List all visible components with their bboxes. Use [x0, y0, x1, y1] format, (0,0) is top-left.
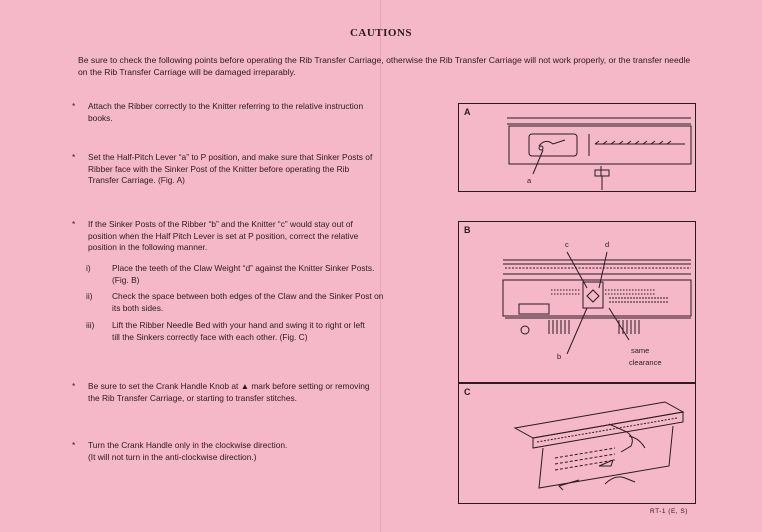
bullet-star: * [72, 219, 76, 229]
sub-line: Place the teeth of the Claw Weight “d” against the Knitter Sinker Posts. [112, 263, 375, 273]
item-line: Transfer Carriage. (Fig. A) [88, 175, 185, 185]
note-same: same [631, 346, 650, 355]
bullet-star: * [72, 440, 76, 450]
bullet-star: * [72, 381, 76, 391]
sub-number: iii) [86, 320, 95, 330]
sub-line: Check the space between both edges of the Claw and the Sinker Post on [112, 291, 384, 301]
figure-c [458, 383, 696, 504]
item-line: (It will not turn in the anti-clockwise direction.) [88, 451, 257, 462]
sub-line: Lift the Ribber Needle Bed with your hand and swing it to right or left [112, 320, 365, 330]
note-clearance: clearance [629, 358, 662, 367]
figure-label: A [464, 107, 471, 117]
figure-a [458, 103, 696, 192]
sub-number: i) [86, 263, 91, 273]
item-line: Attach the Ribber correctly to the Knitter referring to the relative instruction [88, 101, 364, 111]
page-footer-code: RT-1 (E, S) [650, 508, 688, 515]
bullet-star: * [72, 101, 76, 111]
item-line: Turn the Crank Handle only in the clockwise direction. [88, 440, 288, 450]
callout-d: d [605, 240, 610, 249]
sub-line: till the Sinkers correctly face with each other. (Fig. C) [112, 331, 308, 342]
figure-a-illustration [459, 104, 695, 191]
callout-c: c [565, 240, 569, 249]
bullet-star: * [72, 152, 76, 162]
figure-c-illustration [459, 384, 695, 503]
sub-line: (Fig. B) [112, 274, 140, 285]
item-line: Ribber face with the Sinker Post of the Knitter before operating the Rib [88, 163, 350, 174]
item-line: the Rib Transfer Carriage, or starting to transfer stitches. [88, 392, 297, 403]
item-line: If the Sinker Posts of the Ribber “b” and the Knitter “c” would stay out of [88, 219, 353, 229]
item-line: position in the following manner. [88, 242, 208, 252]
item-line: Be sure to set the Crank Handle Knob at ▲ mark before setting or removing [88, 381, 370, 391]
figure-label: C [464, 387, 471, 397]
item-line: position when the Half Pitch Lever is set at P position, correct the relative [88, 230, 359, 241]
item-line: Set the Half-Pitch Lever “a” to P position, and make sure that Sinker Posts of [88, 152, 373, 162]
intro-paragraph: Be sure to check the following points before operating the Rib Transfer Carriage, otherwise the Rib Transfer Carriage will not work properly, or the transfer needle on the Rib Transfer Carriage will be damaged irreparably. [78, 55, 691, 77]
callout-b: b [557, 352, 562, 361]
page-title: CAUTIONS [349, 27, 413, 39]
callout-a: a [527, 176, 532, 185]
figure-label: B [464, 225, 471, 235]
sub-line: its both sides. [112, 302, 164, 313]
figure-b [458, 221, 696, 383]
sub-number: ii) [86, 291, 93, 301]
item-line: books. [88, 112, 113, 123]
